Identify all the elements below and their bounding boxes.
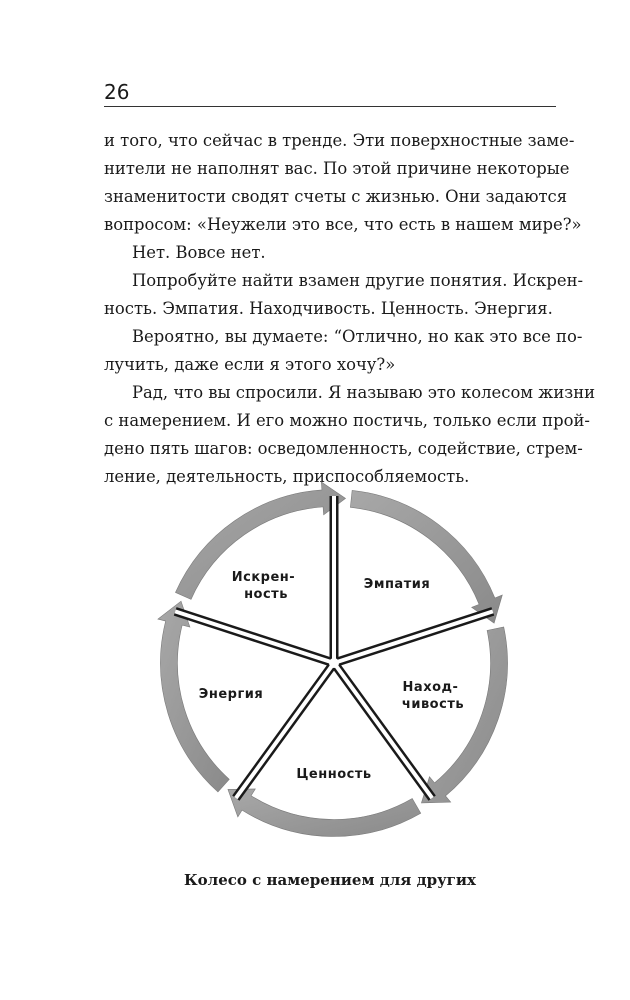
text-line: Вероятно, вы думаете: “Отлично, но как это все по-	[132, 327, 583, 346]
text-line: ление, деятельность, приспособляемость.	[104, 467, 470, 486]
text-line: ность. Эмпатия. Находчивость. Ценность. Энергия.	[104, 299, 553, 318]
wheel-arrow	[421, 627, 507, 803]
segment-label-value: Ценность	[296, 767, 372, 782]
intention-wheel-diagram	[140, 474, 520, 844]
text-line: знаменитости сводят счеты с жизнью. Они задаются	[104, 187, 568, 206]
page-number: 26	[104, 80, 130, 104]
figure-caption: Колесо с намерением для других	[184, 871, 476, 889]
text-line: Попробуйте найти взамен другие понятия. Искрен-	[132, 271, 584, 290]
wheel-arrow	[350, 490, 502, 623]
segment-label-empathy: Эмпатия	[363, 577, 431, 592]
wheel-hub	[329, 658, 339, 668]
text-line: и того, что сейчас в тренде. Эти поверхностные заме-	[104, 131, 575, 150]
header-rule	[104, 106, 556, 107]
text-line: Рад, что вы спросили. Я называю это колесом жизни	[132, 383, 596, 402]
text-line: с намерением. И его можно постичь, только если прой-	[104, 411, 590, 430]
text-line: Нет. Вовсе нет.	[132, 243, 266, 262]
segment-label-resourcefulness: Наход- чивость	[401, 680, 465, 712]
wheel-spoke	[338, 611, 493, 661]
wheel-arrow	[228, 789, 421, 837]
text-line: нители не наполнят вас. По этой причине некоторые	[104, 159, 570, 178]
text-line: вопросом: «Неужели это все, что есть в нашем мире?»	[104, 215, 582, 234]
text-line: дено пять шагов: осведомленность, содействие, стрем-	[104, 439, 583, 458]
text-line: лучить, даже если я этого хочу?»	[104, 355, 396, 374]
segment-label-candor: Искрен- ность	[231, 570, 296, 602]
segment-label-energy: Энергия	[198, 687, 264, 702]
wheel-spoke	[175, 611, 330, 661]
